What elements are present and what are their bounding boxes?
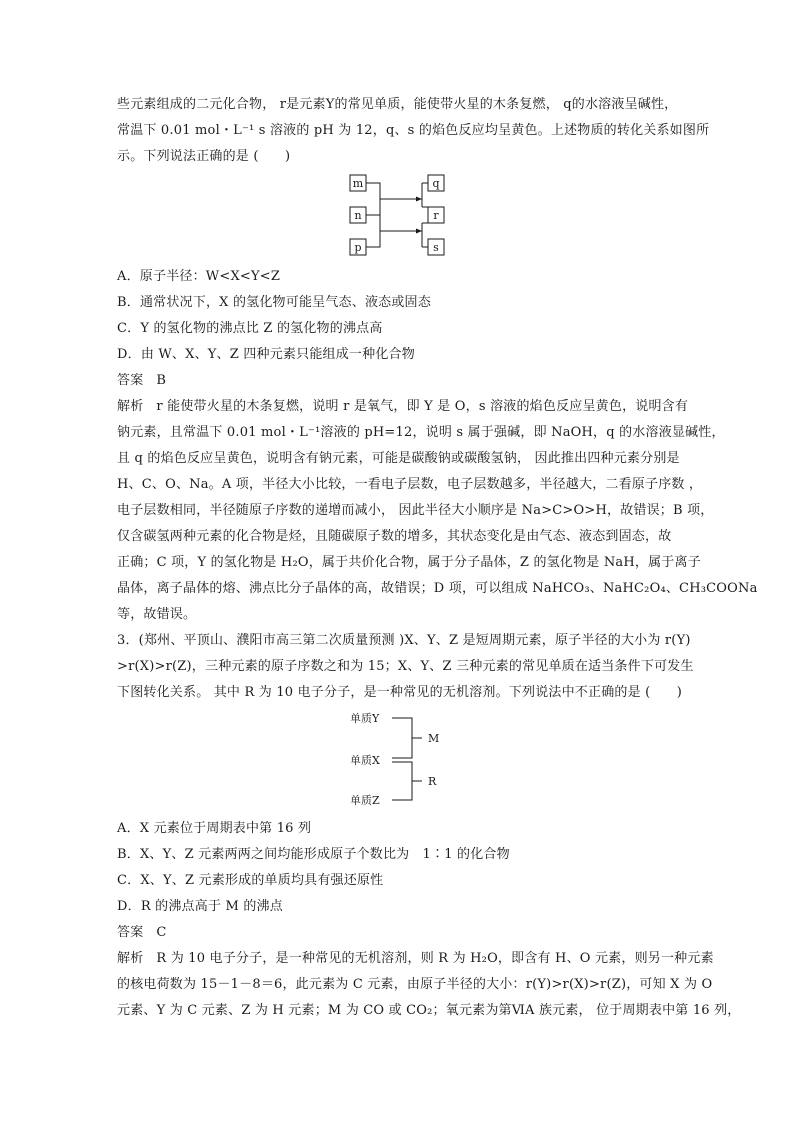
analysis-text: 钠元素，且常温下 0.01 mol・L⁻¹溶液的 pH=12，说明 s 属于强碱，即 NaOH，q 的水溶液显碱性， <box>117 425 725 440</box>
answer-label: 答案 <box>117 925 144 940</box>
transformation-diagram-2 <box>350 706 460 810</box>
text-line: 些元素组成的二元化合物， r是元素Y的常见单质，能使带火星的木条复燃， q的水溶液呈碱性， <box>117 97 678 112</box>
question-3-text: 下图转化关系。 其中 R 为 10 电子分子，是一种常见的无机溶剂。下列说法中不正确的是 ( ) <box>117 685 683 700</box>
option-c: C．X、Y、Z 元素形成的单质均具有强还原性 <box>117 873 384 888</box>
option-a: A．X 元素位于周期表中第 16 列 <box>117 821 312 836</box>
analysis-text: 仅含碳氢两种元素的化合物是烃，且随碳原子数的增多，其状态变化是由气态、液态到固态，故 <box>117 529 672 544</box>
label-simple-z: 单质Z <box>350 794 380 807</box>
question-3-text: 3．(郑州、平顶山、濮阳市高三第二次质量预测 )X、Y、Z 是短周期元素，原子半径的大小为 r(Y) <box>117 633 691 648</box>
option-d: D．由 W、X、Y、Z 四种元素只能组成一种化合物 <box>117 347 415 362</box>
label-q: q <box>432 177 440 190</box>
analysis-text: 的核电荷数为 15－1－8＝6，此元素为 C 元素，由原子半径的大小：r(Y)>r(X)>r(Z)，可知 X 为 O <box>117 977 713 992</box>
label-s: s <box>433 241 439 254</box>
label-simple-x: 单质X <box>350 754 380 767</box>
label-r: r <box>433 209 439 222</box>
transformation-diagram-1 <box>340 170 460 262</box>
analysis-line <box>117 398 688 416</box>
option-c: C．Y 的氢化物的沸点比 Z 的氢化物的沸点高 <box>117 321 383 336</box>
option-a: A．原子半径：W<X<Y<Z <box>117 269 281 284</box>
option-d: D．R 的沸点高于 M 的沸点 <box>117 899 283 914</box>
option-b: B．通常状况下，X 的氢化物可能呈气态、液态或固态 <box>117 295 431 310</box>
analysis-line <box>117 950 714 968</box>
answer-line <box>117 924 167 942</box>
question-3-text: >r(X)>r(Z)，三种元素的原子序数之和为 15；X、Y、Z 三种元素的常见单质在适当条件下可发生 <box>117 659 694 674</box>
label-n: n <box>354 209 362 222</box>
analysis-text: 等，故错误。 <box>117 607 197 622</box>
answer-line <box>117 372 166 390</box>
label-p: p <box>354 241 362 254</box>
analysis-text: 且 q 的焰色反应呈黄色，说明含有钠元素，可能是碳酸钠或碳酸氢钠， 因此推出四种元素分别是 <box>117 451 680 466</box>
analysis-text: R 为 10 电子分子，是一种常见的无机溶剂，则 R 为 H₂O，即含有 H、O 元素，则另一种元素 <box>156 951 714 966</box>
text-line: 示。下列说法正确的是 ( ) <box>117 149 291 164</box>
analysis-text: 电子层数相同，半径随原子序数的递增而减小， 因此半径大小顺序是 Na>C>O>H，故错误；B 项， <box>117 503 714 518</box>
answer-label: 答案 <box>117 373 144 388</box>
analysis-label: 解析 <box>117 399 144 414</box>
label-r: R <box>428 775 437 788</box>
label-m: M <box>428 732 440 745</box>
analysis-text: 晶体，离子晶体的熔、沸点比分子晶体的高，故错误；D 项，可以组成 NaHCO₃、NaHC₂O₄、CH₃COONa <box>117 581 758 596</box>
analysis-text: H、C、O、Na。A 项，半径大小比较，一看电子层数，电子层数越多，半径越大，二看原子序数 ， <box>117 477 703 492</box>
label-m: m <box>352 177 364 190</box>
analysis-text: 正确；C 项，Y 的氢化物是 H₂O，属于共价化合物，属于分子晶体，Z 的氢化物是 NaH，属于离子 <box>117 555 701 570</box>
analysis-text: 元素、Y 为 C 元素、Z 为 H 元素；M 为 CO 或 CO₂；氧元素为第ⅥA 族元素， 位于周期表中第 16 列， <box>117 1003 741 1018</box>
option-b: B．X、Y、Z 元素两两之间均能形成原子个数比为 1∶1 的化合物 <box>117 847 510 862</box>
label-simple-y: 单质Y <box>350 712 380 725</box>
analysis-label: 解析 <box>117 951 144 966</box>
analysis-text: r 能使带火星的木条复燃，说明 r 是氧气，即 Y 是 O，s 溶液的焰色反应呈黄色，说明含有 <box>156 399 689 414</box>
answer-value: B <box>156 373 167 388</box>
text-line: 常温下 0.01 mol・L⁻¹ s 溶液的 pH 为 12，q、s 的焰色反应均呈黄色。上述物质的转化关系如图所 <box>117 123 710 138</box>
answer-value: C <box>156 925 167 940</box>
